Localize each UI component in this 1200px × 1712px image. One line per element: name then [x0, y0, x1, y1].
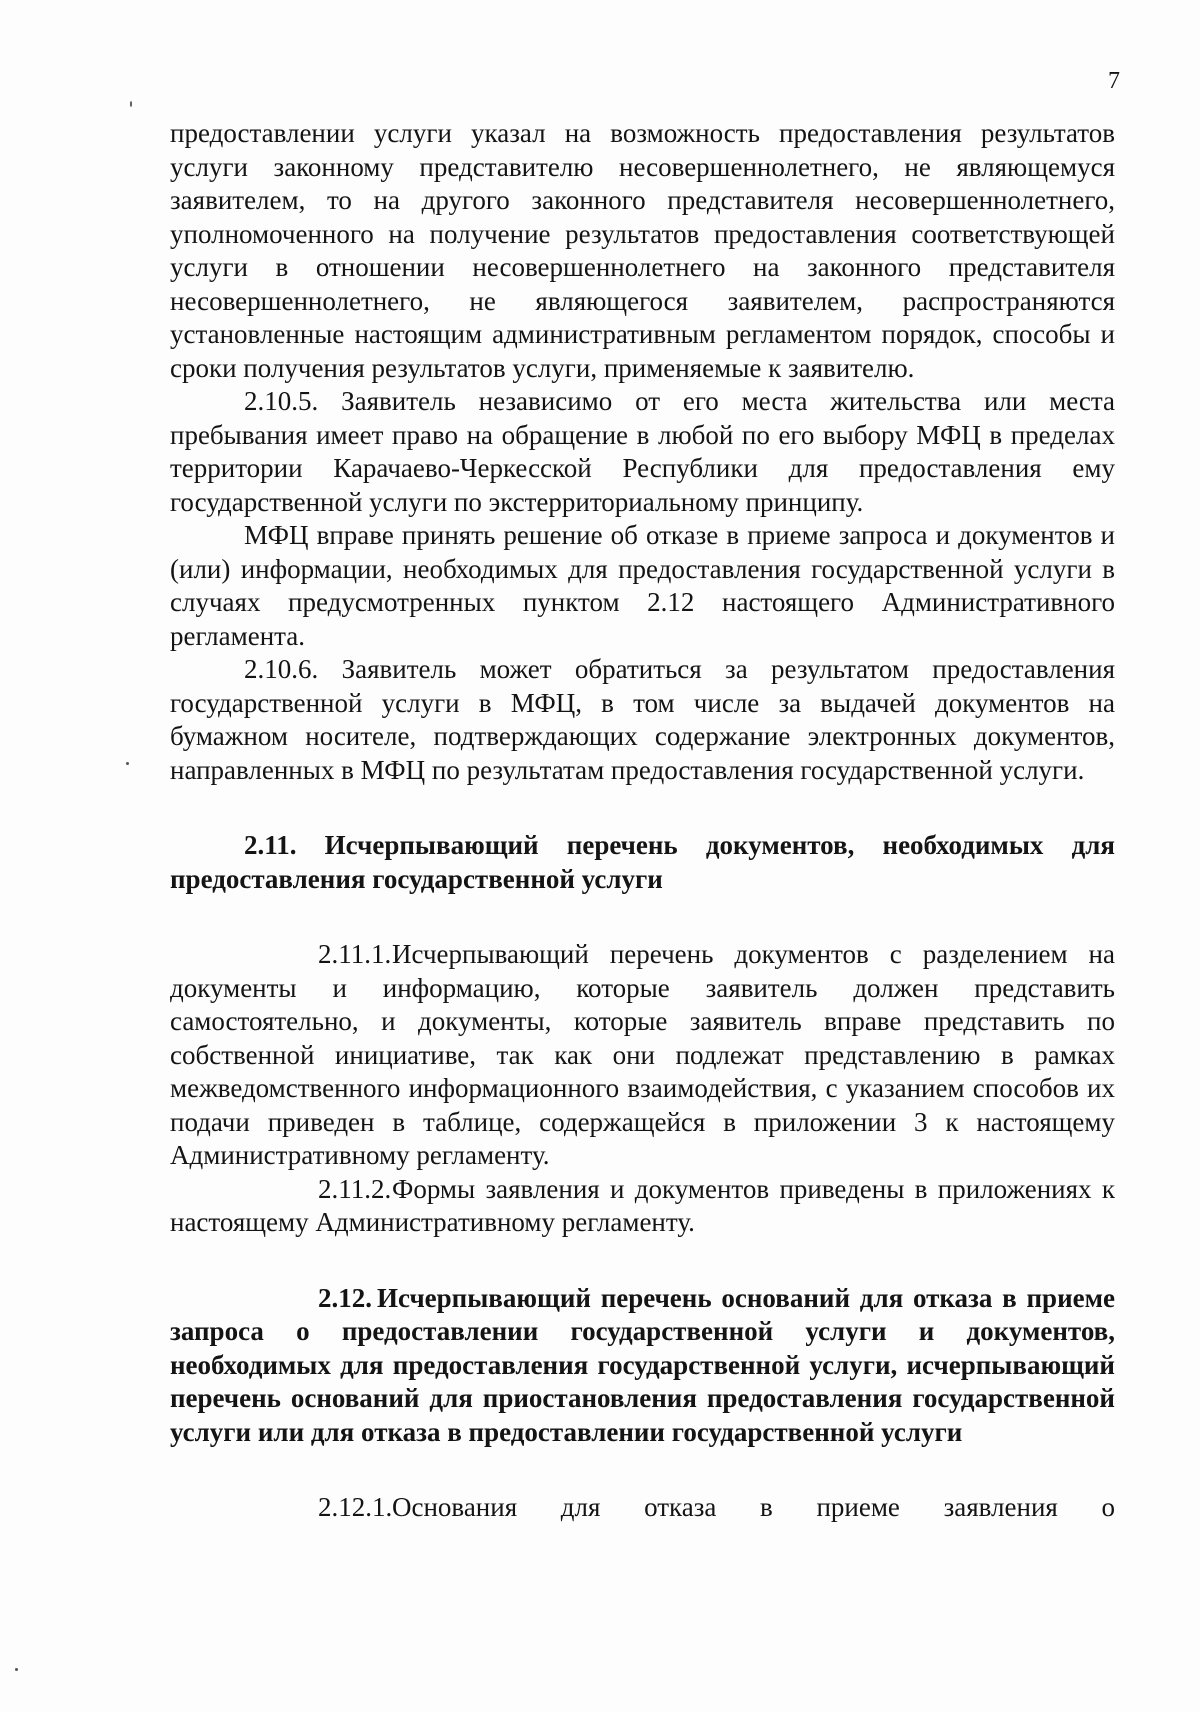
clause-text: Основания для отказа в приеме заявления о: [392, 1492, 1115, 1522]
document-body: [170, 117, 1115, 1525]
paragraph-2-11-1: [170, 938, 1115, 1173]
clause-number: 2.11.2.: [318, 1173, 392, 1204]
clause-text: Формы заявления и документов приведены в приложениях к настоящему Административному регламенту.: [170, 1173, 1115, 1237]
paragraph-2-12-1: [170, 1491, 1115, 1525]
section-heading-2-11: 2.11. Исчерпывающий перечень документов, необходимых для предоставления государственной услуги: [170, 830, 1115, 894]
clause-number: 2.12.1.: [318, 1492, 393, 1522]
scan-speck: [126, 762, 129, 765]
clause-number: 2.11.1.: [318, 939, 392, 969]
section-title: Исчерпывающий перечень оснований для отказа в приеме запроса о предоставлении государственной услуги и документов, необходимых для предоставления государственной услуги, исчерпывающий перечень оснований для приостановления предоставления государственной услуги или для отказа в предоставлении государственной услуги: [170, 1282, 1115, 1447]
section-number: 2.12.: [318, 1282, 372, 1313]
paragraph-continuation: предоставлении услуги указал на возможность предоставления результатов услуги законному представителю несовершеннолетнего, не являющемуся заявителем, то на другого законного представителя несовершеннолетнего, уполномоченного на получение результатов предоставления соответствующей услуги в отношении несовершеннолетнего на законного представителя несовершеннолетнего, не являющегося заявителем, распространяются установленные настоящим административным регламентом порядок, способы и сроки получения результатов услуги, применяемые к заявителю.: [170, 118, 1115, 383]
paragraph-2-10-6: 2.10.6. Заявитель может обратиться за результатом предоставления государственной услуги в МФЦ, в том числе за выдачей документов на бумажном носителе, подтверждающих содержание электронных документов, направленных в МФЦ по результатам предоставления государственной услуги.: [170, 654, 1115, 785]
page-number: 7: [1108, 68, 1120, 94]
paragraph-2-10-5: 2.10.5. Заявитель независимо от его места жительства или места пребывания имеет право на обращение в любой по его выбору МФЦ в пределах территории Карачаево-Черкесской Республики для предоставления ему государственной услуги по экстерриториальному принципу.: [170, 386, 1115, 517]
scan-speck: [130, 101, 132, 107]
section-heading-2-12: [170, 1282, 1115, 1450]
paragraph-2-11-2: [170, 1173, 1115, 1240]
paragraph-mfc-refusal: МФЦ вправе принять решение об отказе в приеме запроса и документов и (или) информации, необходимых для предоставления государственной услуги в случаях предусмотренных пунктом 2.12 настоящего Административного регламента.: [170, 520, 1115, 651]
clause-text: Исчерпывающий перечень документов с разделением на документы и информацию, которые заявитель должен представить самостоятельно, и документы, которые заявитель вправе представить по собственной инициативе, так как они подлежат представлению в рамках межведомственного информационного взаимодействия, с указанием способов их подачи приведен в таблице, содержащейся в приложении 3 к настоящему Административному регламенту.: [170, 939, 1115, 1170]
scan-speck: [15, 1668, 18, 1671]
